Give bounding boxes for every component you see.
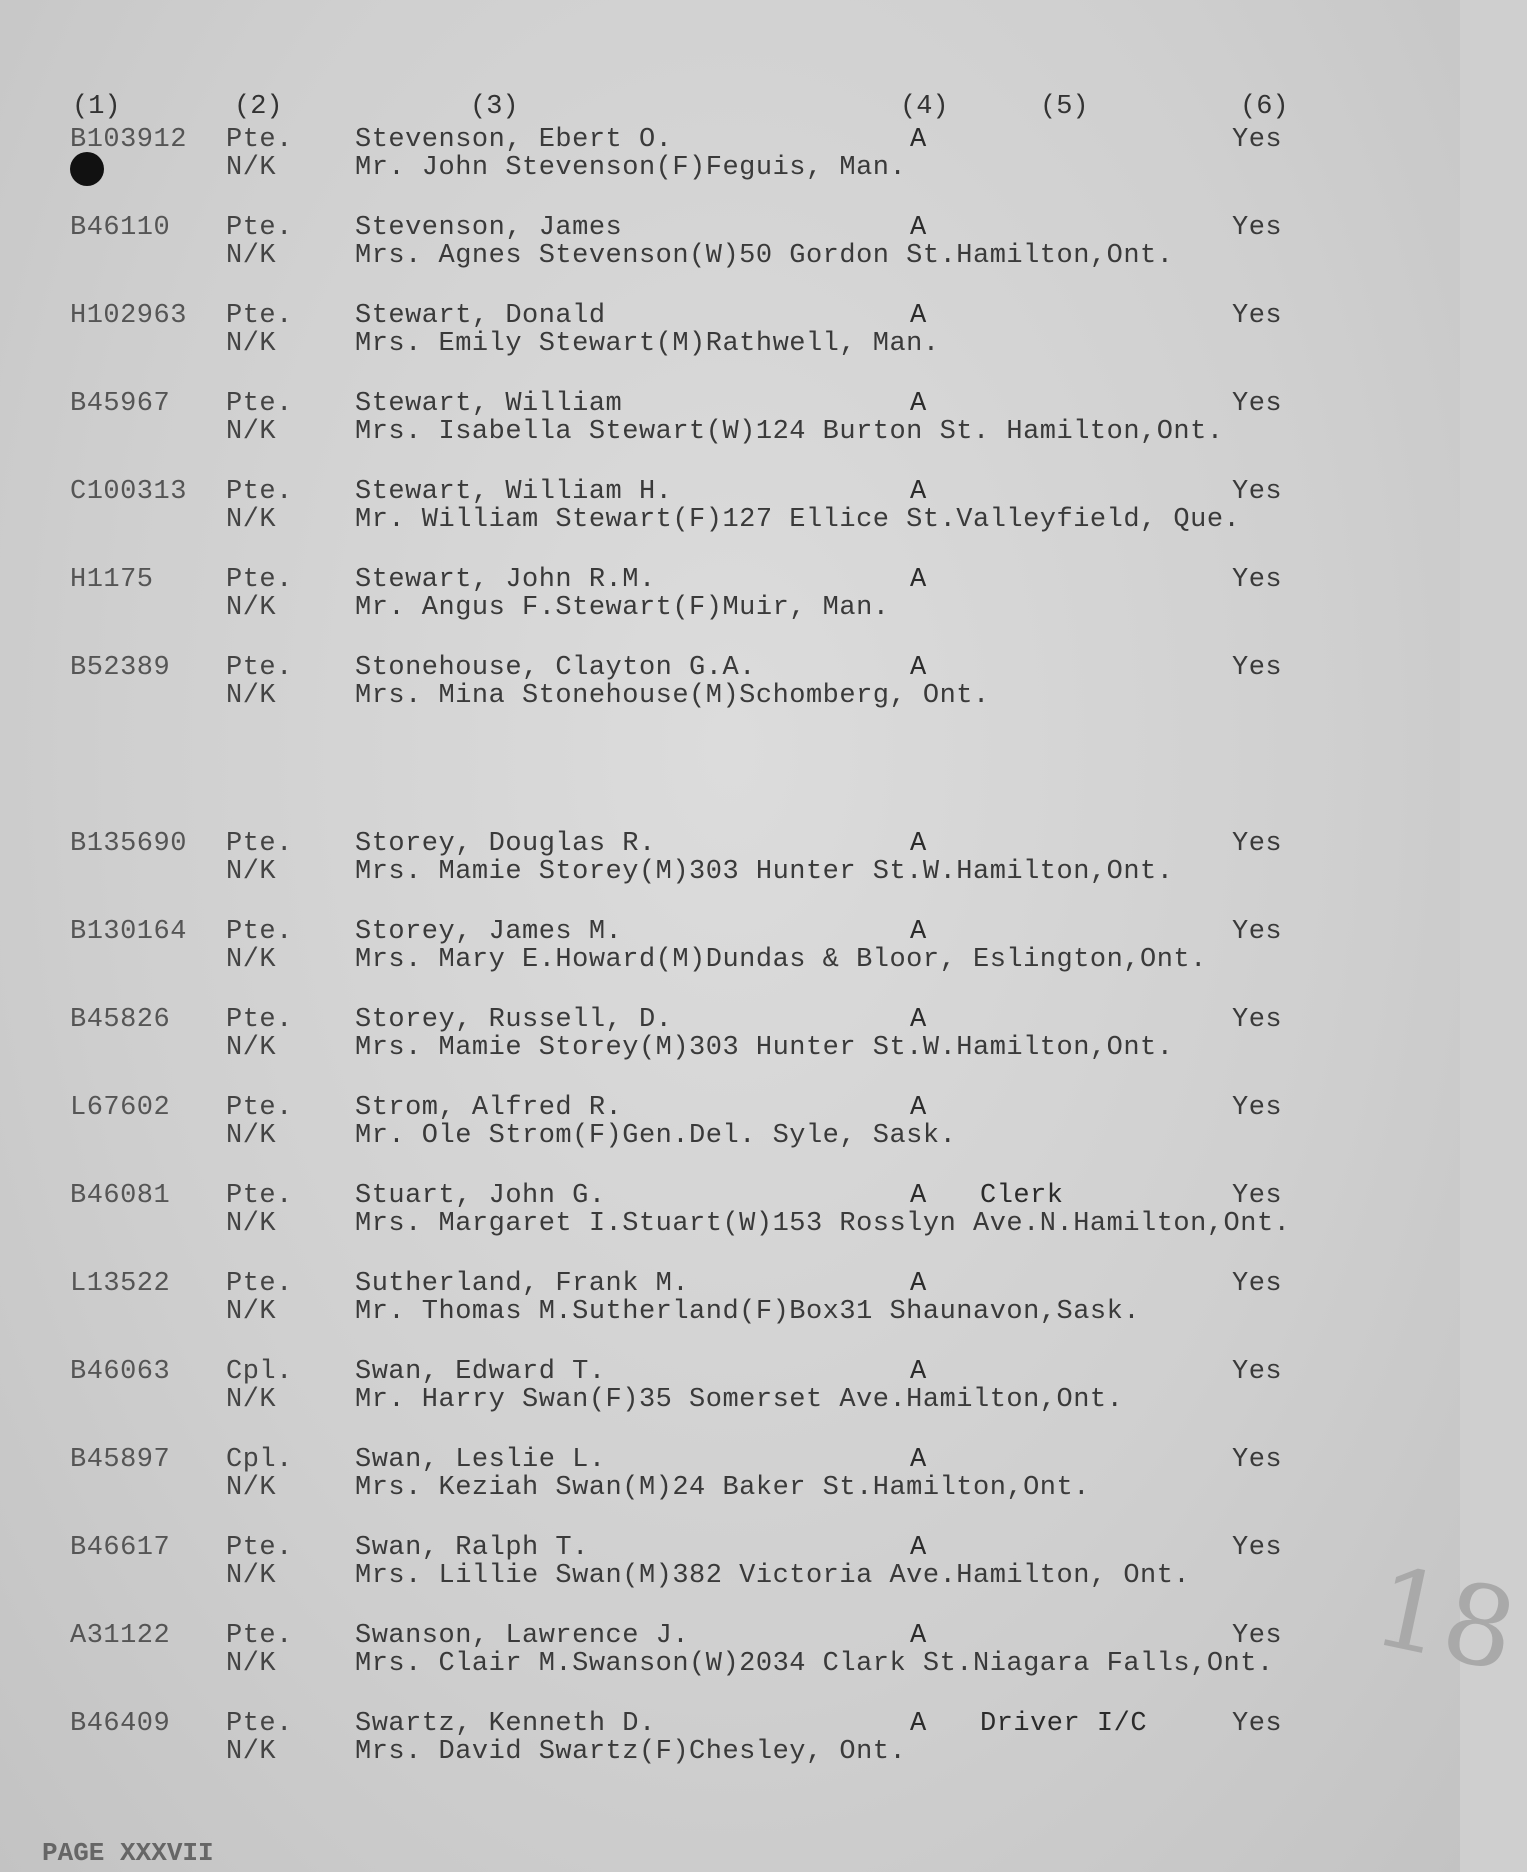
entry-number: B103912 [70, 125, 187, 155]
entry-col4: A [910, 477, 927, 507]
entry-number: L67602 [70, 1093, 171, 1123]
entry-number: B135690 [70, 829, 187, 859]
entry-next-of-kin: Mrs. Mary E.Howard(M)Dundas & Bloor, Eslington,Ont. [355, 945, 1207, 975]
entry-next-of-kin: Mr. Harry Swan(F)35 Somerset Ave.Hamilton,Ont. [355, 1385, 1124, 1415]
entry-col6: Yes [1232, 917, 1283, 947]
entry-col6: Yes [1232, 1357, 1283, 1387]
entry-col4: A [910, 1005, 927, 1035]
entry-nk-label: N/K [226, 153, 277, 183]
entry-name: Stonehouse, Clayton G.A. [355, 653, 756, 683]
entry-col6: Yes [1232, 1269, 1283, 1299]
entry-row [0, 389, 1460, 449]
entry-row [0, 301, 1460, 361]
entry-rank: Pte. [226, 917, 293, 947]
entry-next-of-kin: Mr. Angus F.Stewart(F)Muir, Man. [355, 593, 890, 623]
entry-number: B46081 [70, 1181, 171, 1211]
entry-next-of-kin: Mrs. Isabella Stewart(W)124 Burton St. Hamilton,Ont. [355, 417, 1224, 447]
entry-row [0, 1005, 1460, 1065]
entry-next-of-kin: Mrs. Margaret I.Stuart(W)153 Rosslyn Ave.N.Hamilton,Ont. [355, 1209, 1291, 1239]
entry-number: H1175 [70, 565, 154, 595]
entry-col6: Yes [1232, 389, 1283, 419]
entry-number: B46110 [70, 213, 171, 243]
entry-nk-label: N/K [226, 329, 277, 359]
entry-row [0, 1181, 1460, 1241]
column-header-3: (3) [470, 92, 519, 122]
entry-name: Stuart, John G. [355, 1181, 606, 1211]
entry-rank: Pte. [226, 1533, 293, 1563]
entry-next-of-kin: Mrs. Keziah Swan(M)24 Baker St.Hamilton,Ont. [355, 1473, 1090, 1503]
entry-next-of-kin: Mr. William Stewart(F)127 Ellice St.Valleyfield, Que. [355, 505, 1241, 535]
entry-name: Stewart, Donald [355, 301, 606, 331]
entry-col4: A [910, 1357, 927, 1387]
entry-col6: Yes [1232, 1181, 1283, 1211]
entry-nk-label: N/K [226, 857, 277, 887]
entry-nk-label: N/K [226, 1649, 277, 1679]
entry-col4: A [910, 213, 927, 243]
entry-col4: A [910, 1533, 927, 1563]
entry-number: B130164 [70, 917, 187, 947]
entry-col4: A [910, 125, 927, 155]
entry-rank: Pte. [226, 1621, 293, 1651]
entry-nk-label: N/K [226, 681, 277, 711]
entry-row [0, 125, 1460, 185]
entry-row [0, 1093, 1460, 1153]
entry-number: H102963 [70, 301, 187, 331]
entry-number: B46617 [70, 1533, 171, 1563]
entry-row [0, 1533, 1460, 1593]
entry-rank: Cpl. [226, 1445, 293, 1475]
entry-col6: Yes [1232, 125, 1283, 155]
entry-rank: Pte. [226, 653, 293, 683]
entry-col4: A [910, 653, 927, 683]
entry-name: Storey, Russell, D. [355, 1005, 673, 1035]
entry-name: Strom, Alfred R. [355, 1093, 623, 1123]
entry-nk-label: N/K [226, 1561, 277, 1591]
column-header-2: (2) [234, 92, 283, 122]
entry-col4: A [910, 1621, 927, 1651]
entry-rank: Cpl. [226, 1357, 293, 1387]
entry-rank: Pte. [226, 1093, 293, 1123]
column-header-4: (4) [900, 92, 949, 122]
entry-name: Stewart, William H. [355, 477, 673, 507]
entry-number: L13522 [70, 1269, 171, 1299]
entry-rank: Pte. [226, 1005, 293, 1035]
column-header-5: (5) [1040, 92, 1089, 122]
entry-col4: A [910, 1269, 927, 1299]
margin-note: 18 [1363, 1541, 1527, 1697]
entry-name: Swan, Leslie L. [355, 1445, 606, 1475]
entry-next-of-kin: Mr. Thomas M.Sutherland(F)Box31 Shaunavon,Sask. [355, 1297, 1141, 1327]
entry-number: B45897 [70, 1445, 171, 1475]
entry-rank: Pte. [226, 1269, 293, 1299]
entry-rank: Pte. [226, 125, 293, 155]
entry-col4: A [910, 565, 927, 595]
entry-row [0, 917, 1460, 977]
entry-name: Sutherland, Frank M. [355, 1269, 690, 1299]
entry-next-of-kin: Mr. Ole Strom(F)Gen.Del. Syle, Sask. [355, 1121, 957, 1151]
entry-nk-label: N/K [226, 1473, 277, 1503]
entry-next-of-kin: Mrs. Mamie Storey(M)303 Hunter St.W.Hamilton,Ont. [355, 1033, 1174, 1063]
entry-col4: A [910, 1445, 927, 1475]
entry-name: Swan, Ralph T. [355, 1533, 589, 1563]
entry-col4: A [910, 829, 927, 859]
entry-col6: Yes [1232, 1093, 1283, 1123]
entry-name: Stevenson, James [355, 213, 623, 243]
entry-row [0, 653, 1460, 713]
entry-next-of-kin: Mr. John Stevenson(F)Feguis, Man. [355, 153, 907, 183]
entry-nk-label: N/K [226, 241, 277, 271]
entry-number: B45826 [70, 1005, 171, 1035]
entry-rank: Pte. [226, 565, 293, 595]
entry-next-of-kin: Mrs. Agnes Stevenson(W)50 Gordon St.Hamilton,Ont. [355, 241, 1174, 271]
entry-name: Stewart, William [355, 389, 623, 419]
entry-name: Stewart, John R.M. [355, 565, 656, 595]
entry-next-of-kin: Mrs. Clair M.Swanson(W)2034 Clark St.Niagara Falls,Ont. [355, 1649, 1274, 1679]
entry-col5: Clerk [980, 1181, 1064, 1211]
entry-col6: Yes [1232, 1005, 1283, 1035]
entry-next-of-kin: Mrs. Mamie Storey(M)303 Hunter St.W.Hamilton,Ont. [355, 857, 1174, 887]
entry-next-of-kin: Mrs. Lillie Swan(M)382 Victoria Ave.Hamilton, Ont. [355, 1561, 1191, 1591]
entry-name: Storey, Douglas R. [355, 829, 656, 859]
entry-nk-label: N/K [226, 1121, 277, 1151]
entry-col4: A [910, 389, 927, 419]
entry-col6: Yes [1232, 653, 1283, 683]
entry-nk-label: N/K [226, 1385, 277, 1415]
entry-col4: A [910, 917, 927, 947]
entry-col6: Yes [1232, 213, 1283, 243]
entry-row [0, 477, 1460, 537]
entry-number: B46409 [70, 1709, 171, 1739]
entry-nk-label: N/K [226, 945, 277, 975]
entry-nk-label: N/K [226, 1737, 277, 1767]
entry-nk-label: N/K [226, 505, 277, 535]
entry-rank: Pte. [226, 477, 293, 507]
entry-col4: A [910, 1181, 927, 1211]
entry-col4: A [910, 1093, 927, 1123]
entry-col6: Yes [1232, 829, 1283, 859]
entry-col6: Yes [1232, 565, 1283, 595]
entry-name: Swartz, Kenneth D. [355, 1709, 656, 1739]
entry-nk-label: N/K [226, 593, 277, 623]
entry-nk-label: N/K [226, 1033, 277, 1063]
entry-col6: Yes [1232, 1709, 1283, 1739]
column-header-1: (1) [72, 92, 121, 122]
entry-number: B52389 [70, 653, 171, 683]
entry-row [0, 1269, 1460, 1329]
page-footer: PAGE XXXVII [42, 1838, 214, 1868]
entry-number: A31122 [70, 1621, 171, 1651]
entry-rank: Pte. [226, 1709, 293, 1739]
entry-row [0, 1621, 1460, 1681]
entry-nk-label: N/K [226, 1297, 277, 1327]
entry-col6: Yes [1232, 1621, 1283, 1651]
entry-number: B45967 [70, 389, 171, 419]
entry-nk-label: N/K [226, 1209, 277, 1239]
entry-col6: Yes [1232, 477, 1283, 507]
entry-next-of-kin: Mrs. Emily Stewart(M)Rathwell, Man. [355, 329, 940, 359]
entry-col6: Yes [1232, 301, 1283, 331]
entry-number: C100313 [70, 477, 187, 507]
entry-rank: Pte. [226, 1181, 293, 1211]
entry-rank: Pte. [226, 829, 293, 859]
entry-nk-label: N/K [226, 417, 277, 447]
entry-name: Storey, James M. [355, 917, 623, 947]
entry-rank: Pte. [226, 213, 293, 243]
entry-col4: A [910, 301, 927, 331]
entry-row [0, 1445, 1460, 1505]
entry-rank: Pte. [226, 389, 293, 419]
entry-next-of-kin: Mrs. Mina Stonehouse(M)Schomberg, Ont. [355, 681, 990, 711]
entry-col6: Yes [1232, 1533, 1283, 1563]
entry-name: Stevenson, Ebert O. [355, 125, 673, 155]
entry-number: B46063 [70, 1357, 171, 1387]
entry-next-of-kin: Mrs. David Swartz(F)Chesley, Ont. [355, 1737, 907, 1767]
entry-row [0, 829, 1460, 889]
entry-col4: A [910, 1709, 927, 1739]
entry-row [0, 1357, 1460, 1417]
entry-row [0, 565, 1460, 625]
entry-row [0, 213, 1460, 273]
entry-name: Swan, Edward T. [355, 1357, 606, 1387]
entry-row [0, 1709, 1460, 1769]
entry-rank: Pte. [226, 301, 293, 331]
column-header-6: (6) [1240, 92, 1289, 122]
entry-col6: Yes [1232, 1445, 1283, 1475]
entry-col5: Driver I/C [980, 1709, 1148, 1739]
entry-name: Swanson, Lawrence J. [355, 1621, 690, 1651]
